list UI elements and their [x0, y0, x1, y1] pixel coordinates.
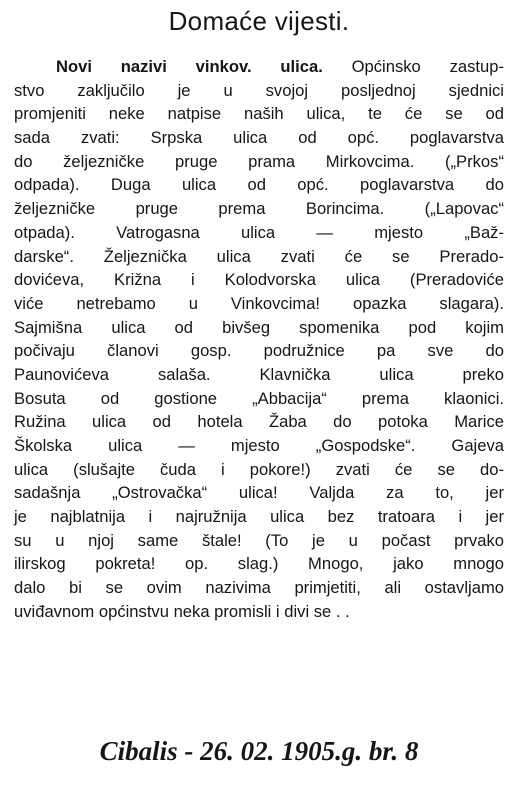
- article-line: otpada). Vatrogasna ulica — mjesto „Baž-: [14, 222, 504, 242]
- article-line: Sajmišna ulica od bivšeg spomenika pod kojim: [14, 317, 504, 337]
- article-line: ulica (slušajte čuda i pokore!) zvati će se do-: [14, 459, 504, 479]
- article-line: Paunovićeva salaša. Klavnička ulica preko: [14, 364, 504, 384]
- article-line: sada zvati: Srpska ulica od opć. poglavarstva: [14, 128, 504, 148]
- article-line: [14, 55, 504, 79]
- source-caption: Cibalis - 26. 02. 1905.g. br. 8: [99, 736, 419, 766]
- article-line: sadašnja „Ostrovačka“ ulica! Valjda za to, jer: [14, 483, 504, 503]
- section-heading: Domaće vijesti.: [168, 6, 350, 36]
- article-line: Bosuta od gostione „Abbacija“ prema klaonici.: [14, 388, 504, 408]
- article-line: željezničke pruge prema Borincima. („Lapovac“: [14, 199, 504, 219]
- article-line-text: Općinsko zastup-: [322, 57, 504, 76]
- article-line: dalo bi se ovim nazivima primjetiti, ali ostavljamo: [14, 578, 504, 598]
- article-line: uviđavnom općinstvu neka promisli i divi se . .: [14, 601, 350, 621]
- article-line: stvo zaključilo je u svojoj posljednoj sjednici: [14, 80, 504, 100]
- article-line: Školska ulica — mjesto „Gospodske“. Gajeva: [14, 436, 504, 455]
- article-line: počivaju članovi gosp. podružnice pa sve do: [14, 341, 504, 361]
- article-line: ilirskog pokreta! op. slag.) Mnogo, jako mnogo: [14, 554, 504, 574]
- article-line: je najblatnija i najružnija ulica bez tratoara i jer: [14, 507, 504, 527]
- article-line: su u njoj same štale! (To je u počast prvako: [14, 530, 504, 550]
- article-line: odpada). Duga ulica od opć. poglavarstva do: [14, 175, 504, 195]
- article-line: dovićeva, Križna i Kolodvorska ulica (Preradoviće: [14, 270, 504, 290]
- article-line: do željezničke pruge prama Mirkovcima. („Prkos“: [14, 151, 504, 171]
- article-body: [14, 55, 504, 624]
- article-line: promjeniti neke natpise naših ulica, te će se od: [14, 104, 504, 124]
- article-title: Novi nazivi vinkov. ulica.: [56, 57, 323, 76]
- article-line: Ružina ulica od hotela Žaba do potoka Marice: [14, 412, 504, 432]
- article-line: viće netrebamo u Vinkovcima! opazka slagara).: [14, 293, 504, 313]
- article-line: darske“. Željeznička ulica zvati će se Prerado-: [14, 246, 504, 266]
